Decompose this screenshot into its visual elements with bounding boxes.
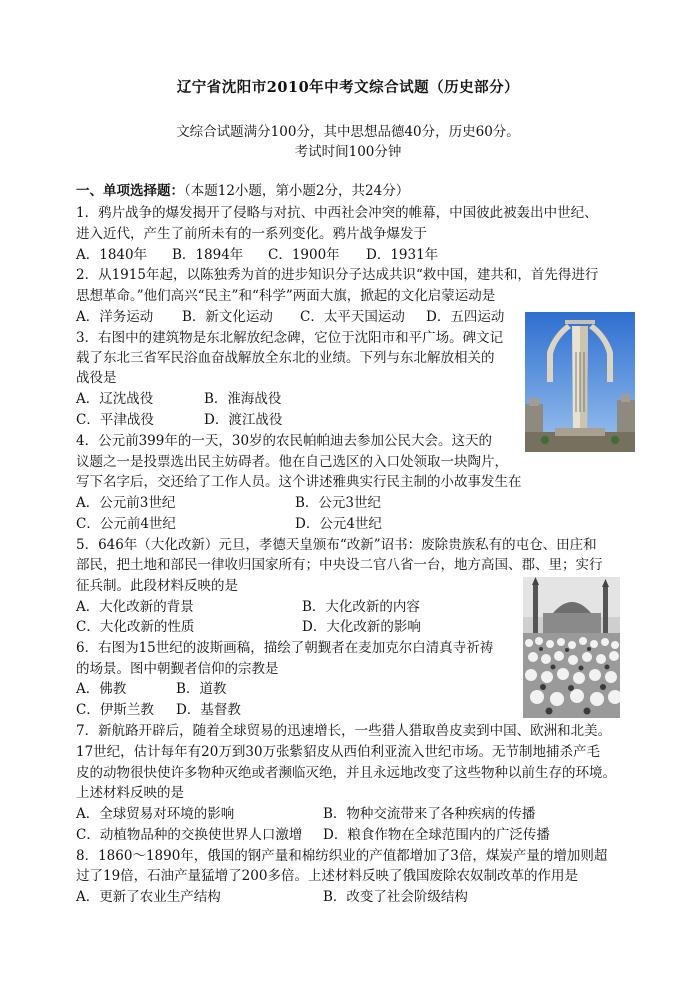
q5-option-b: B．大化改新的内容 (302, 599, 420, 615)
q5-text-2: 部民，把土地和部民一律收归国家所有；中央设二官八省一台，地方高国、郡、里；实行 (76, 557, 603, 573)
q4-text-1: 4．公元前399年的一天，30岁的农民帕帕迪去参加公民大会。这天的 (76, 433, 493, 449)
q5-option-d: D．大化改新的影响 (302, 619, 421, 635)
section-title: 一、单项选择题： (76, 183, 184, 199)
q1-text-1: 1．鸦片战争的爆发揭开了侵略与对抗、中西社会冲突的帷幕，中国彼此被轰出中世纪、 (76, 205, 598, 221)
q5-option-c: C．大化改新的性质 (76, 619, 195, 635)
q2-option-c: C．太平天国运动 (300, 309, 405, 325)
q1-option-b: B．1894年 (172, 247, 244, 263)
q8-option-a: A．更新了农业生产结构 (76, 889, 221, 905)
q3-text-1: 3．右图中的建筑物是东北解放纪念碑，它位于沈阳市和平广场。碑文记 (76, 330, 504, 346)
q4-option-d: D．公元4世纪 (295, 516, 382, 532)
q2-option-d: D．五四运动 (426, 309, 505, 325)
intro-line-2: 考试时间100分钟 (294, 144, 402, 160)
q2-text-2: 思想革命。”他们高兴“民主”和“科学”两面大旗，掀起的文化启蒙运动是 (76, 288, 496, 304)
section-header (76, 181, 409, 201)
q2-option-b: B．新文化运动 (182, 309, 273, 325)
q1-text-2: 进入近代，产生了前所未有的一系列变化。鸦片战争爆发于 (76, 226, 427, 242)
q5-text-1: 5．646年（大化改新）元旦，孝德天皇颁布“改新”诏书：废除贵族私有的屯仓、田庄和 (76, 537, 597, 553)
q3-option-b: B．淮海战役 (204, 391, 282, 407)
q4-text-2: 议题之一是投票选出民主妨碍者。他在自己选区的入口处领取一块陶片， (76, 454, 508, 470)
q4-option-a: A．公元前3世纪 (76, 495, 176, 511)
q7-option-a: A．全球贸易对环境的影响 (76, 806, 235, 822)
q6-option-c: C．伊斯兰教 (76, 702, 154, 718)
monument-photo (525, 312, 635, 452)
q1-option-a: A．1840年 (76, 247, 148, 263)
q1-option-c: C．1900年 (268, 247, 340, 263)
q4-option-c: C．公元前4世纪 (76, 516, 176, 532)
q6-text-2: 的场景。图中朝觐者信仰的宗教是 (76, 661, 279, 677)
q6-text-1: 6．右图为15世纪的波斯画稿，描绘了朝觐者在麦加克尔白清真寺祈祷 (76, 640, 494, 656)
q2-option-a: A．洋务运动 (76, 309, 154, 325)
q3-text-3: 战役是 (76, 370, 117, 386)
mosque-photo (523, 577, 620, 718)
q6-option-b: B．道教 (176, 681, 227, 697)
section-note: （本题12小题，第小题2分，共24分） (184, 183, 410, 199)
q8-text-1: 8．1860～1890年，俄国的钢产量和棉纺织业的产值都增加了3倍，煤炭产量的增加则超 (76, 848, 608, 864)
q7-text-3: 皮的动物很快使许多物种灭绝或者濒临灭绝，并且永远地改变了这些物种以前生存的环境。 (76, 765, 616, 781)
q4-option-b: B．公元3世纪 (295, 495, 382, 511)
q4-text-3: 写下名字后，交还给了工作人员。这个讲述雅典实行民主制的小故事发生在 (76, 474, 522, 490)
page-title: 辽宁省沈阳市2010年中考文综合试题（历史部分） (176, 79, 520, 96)
q3-text-2: 载了东北三省军民浴血奋战解放全东北的业绩。下列与东北解放相关的 (76, 350, 495, 366)
q6-option-a: A．佛教 (76, 681, 127, 697)
q7-option-d: D．粮食作物在全球范围内的广泛传播 (323, 827, 550, 843)
q6-option-d: D．基督教 (176, 702, 241, 718)
q5-text-3: 征兵制。此段材料反映的是 (76, 578, 238, 594)
q7-option-c: C．动植物品种的交换使世界人口激增 (76, 827, 303, 843)
q7-text-4: 上述材料反映的是 (76, 785, 184, 801)
q1-option-d: D．1931年 (366, 247, 439, 263)
q7-text-2: 17世纪，估计每年有20万到30万张紫貂皮从西伯利亚流入世纪市场。无节制地捕杀产毛 (76, 744, 601, 760)
q8-text-2: 过了19倍，石油产量猛增了200多倍。上述材料反映了俄国废除农奴制改革的作用是 (76, 868, 578, 884)
q2-text-1: 2．从1915年起，以陈独秀为首的进步知识分子达成共识“救中国，建共和，首先得进行 (76, 267, 599, 283)
q5-option-a: A．大化改新的背景 (76, 599, 194, 615)
q3-option-d: D．渡江战役 (204, 412, 283, 428)
q3-option-c: C．平津战役 (76, 412, 154, 428)
q8-option-b: B．改变了社会阶级结构 (323, 889, 468, 905)
q7-text-1: 7．新航路开辟后，随着全球贸易的迅速增长，一些猎人猎取兽皮卖到中国、欧洲和北美。 (76, 723, 612, 739)
q3-option-a: A．辽沈战役 (76, 391, 154, 407)
intro-line-1: 文综合试题满分100分，其中思想品德40分，历史60分。 (176, 124, 520, 140)
q7-option-b: B．物种交流带来了各种疾病的传播 (323, 806, 536, 822)
